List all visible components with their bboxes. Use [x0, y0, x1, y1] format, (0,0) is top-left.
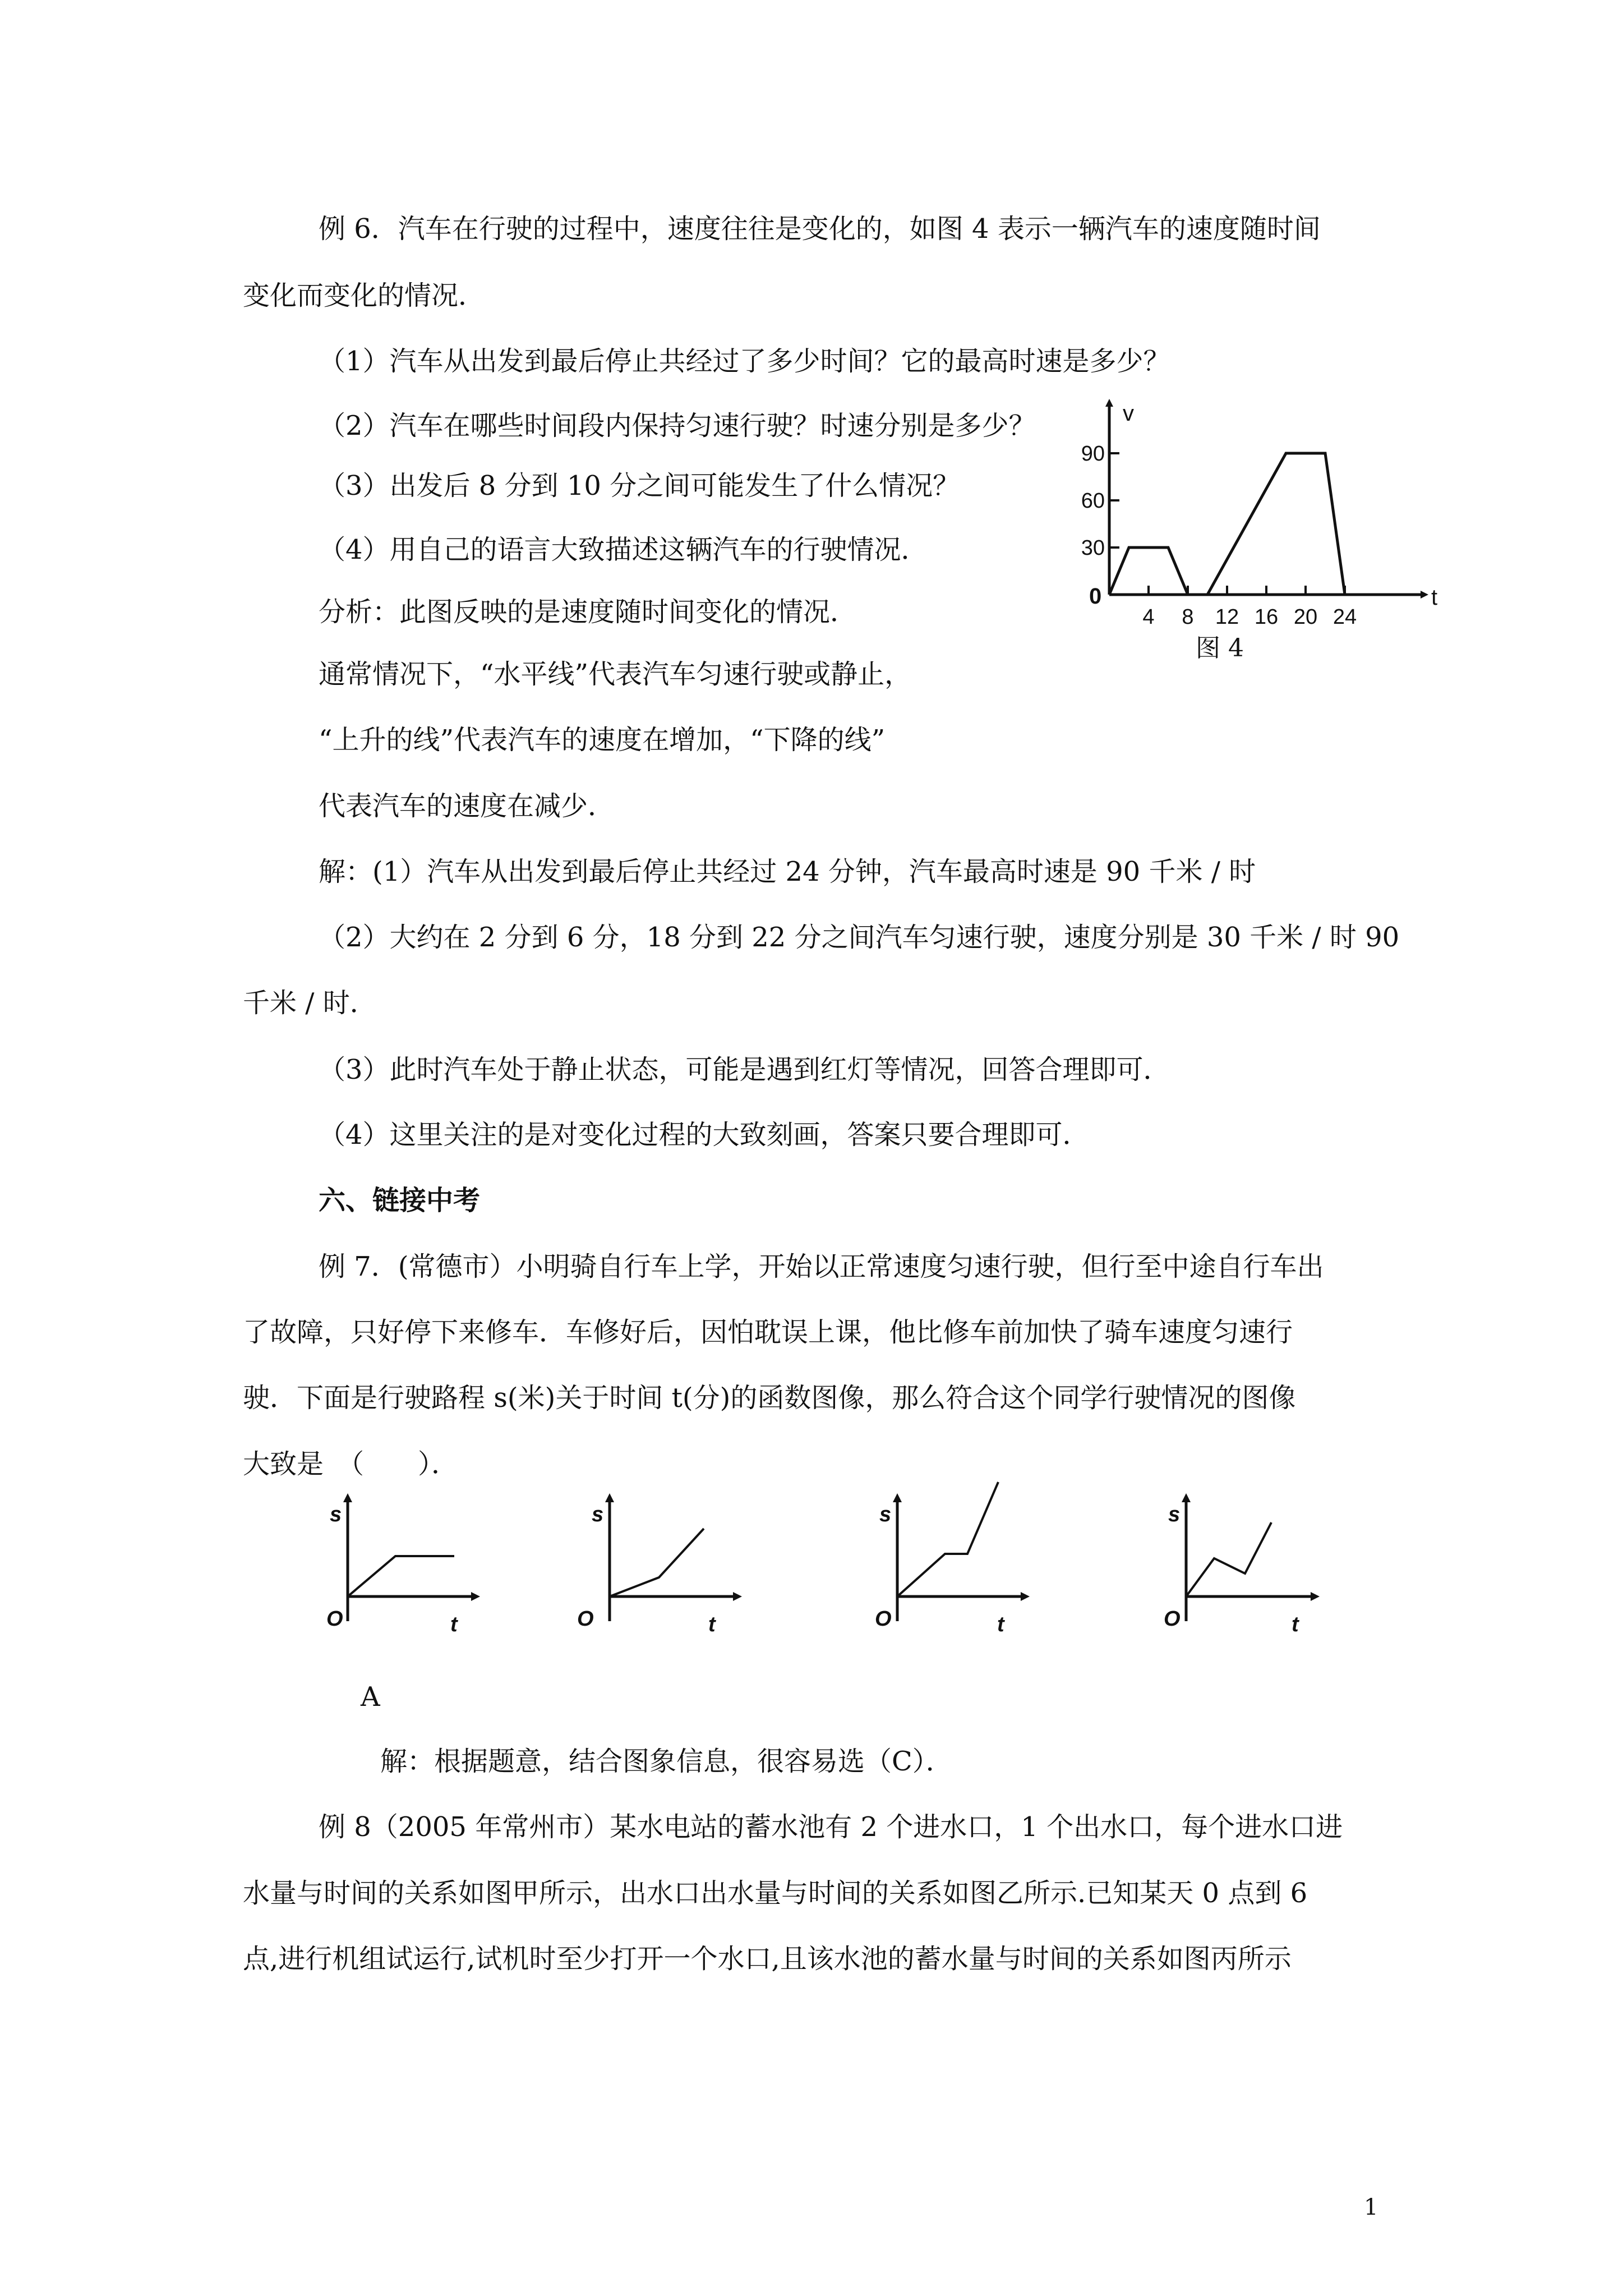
analysis-line1: 分析：此图反映的是速度随时间变化的情况． — [319, 596, 857, 628]
solution-2-line1: （2）大约在 2 分到 6 分，18 分到 22 分之间汽车匀速行驶，速度分别是 30 千米 / 时 90 — [319, 922, 1400, 953]
analysis-line3: “上升的线”代表汽车的速度在增加，“下降的线” — [319, 724, 886, 756]
example6-question-2: （2）汽车在哪些时间段内保持匀速行驶？时速分别是多少？ — [319, 410, 1036, 441]
figure4-y-tick-label-2: 90 — [1081, 442, 1105, 466]
figure4-x-tick-label-4: 20 — [1293, 605, 1318, 629]
example6-question-3: （3）出发后 8 分到 10 分之间可能发生了什么情况？ — [319, 470, 960, 501]
figure4-x-tick-label-2: 12 — [1215, 605, 1239, 629]
option-a-origin-label: O — [326, 1607, 343, 1631]
page-number: 1 — [1364, 2194, 1378, 2220]
figure4-speed-time-graph — [1066, 393, 1458, 684]
example6-question-1: （1）汽车从出发到最后停止共经过了多少时间？它的最高时速是多少？ — [319, 346, 1170, 377]
example6-question-4: （4）用自己的语言大致描述这辆汽车的行驶情况． — [319, 534, 928, 565]
figure4-caption: 图 4 — [1196, 634, 1244, 662]
option-c-line — [897, 1482, 998, 1596]
section6-heading: 六、链接中考 — [319, 1185, 481, 1216]
option-b-s-label: s — [592, 1503, 604, 1526]
figure4-speed-line — [1109, 453, 1345, 595]
example7-line1: 例 7．(常德市）小明骑自行车上学，开始以正常速度匀速行驶，但行至中途自行车出 — [319, 1251, 1324, 1282]
solution-2-line2: 千米 / 时． — [243, 987, 377, 1019]
option-c-s-label: s — [879, 1503, 892, 1526]
solution-1: 解：(1）汽车从出发到最后停止共经过 24 分钟，汽车最高时速是 90 千米 / 时 — [319, 856, 1256, 887]
solution-4: （4）这里关注的是对变化过程的大致刻画，答案只要合理即可． — [319, 1119, 1090, 1151]
figure4-x-tick-label-3: 16 — [1254, 605, 1279, 629]
option-graph-d — [1152, 1481, 1338, 1644]
example8-line3: 点,进行机组试运行,试机时至少打开一个水口,且该水池的蓄水量与时间的关系如图丙所示 — [243, 1943, 1292, 1975]
example8-line2: 水量与时间的关系如图甲所示，出水口出水量与时间的关系如图乙所示.已知某天 0 点到 6 — [243, 1878, 1308, 1909]
figure4-y-label: v — [1123, 401, 1134, 426]
example7-solution: 解：根据题意，结合图象信息，很容易选（C）． — [380, 1746, 953, 1777]
example6-intro-line2: 变化而变化的情况． — [243, 280, 486, 311]
figure4-x-tick-label-0: 4 — [1142, 605, 1155, 629]
example7-line3: 驶．下面是行驶路程 s(米)关于时间 t(分)的函数图像，那么符合这个同学行驶情况的图像 — [243, 1382, 1296, 1414]
option-b-line — [610, 1529, 704, 1596]
option-graph-a — [314, 1481, 499, 1644]
analysis-line4: 代表汽车的速度在减少． — [319, 790, 615, 822]
option-label-a: A — [361, 1681, 380, 1713]
example7-line2: 了故障，只好停下来修车．车修好后，因怕耽误上课，他比修车前加快了骑车速度匀速行 — [243, 1317, 1293, 1348]
option-graph-b — [569, 1481, 754, 1644]
example7-line4: 大致是 （ ）． — [243, 1448, 459, 1480]
example8-line1: 例 8（2005 年常州市）某水电站的蓄水池有 2 个进水口，1 个出水口，每个进水口进 — [319, 1811, 1343, 1843]
figure4-x-tick-label-1: 8 — [1182, 605, 1194, 629]
option-d-t-label: t — [1292, 1613, 1299, 1636]
option-c-t-label: t — [997, 1613, 1004, 1636]
option-c-origin-label: O — [875, 1607, 892, 1631]
option-d-s-label: s — [1168, 1503, 1181, 1526]
analysis-line2: 通常情况下，“水平线”代表汽车匀速行驶或静止， — [319, 659, 912, 690]
option-a-s-label: s — [330, 1503, 342, 1526]
example6-intro-line1: 例 6．汽车在行驶的过程中，速度往往是变化的，如图 4 表示一辆汽车的速度随时间 — [319, 213, 1321, 245]
option-d-origin-label: O — [1164, 1607, 1181, 1631]
option-a-t-label: t — [450, 1613, 458, 1636]
option-a-line — [348, 1556, 454, 1596]
figure4-y-tick-label-0: 30 — [1081, 536, 1105, 560]
option-d-line — [1186, 1522, 1271, 1596]
option-b-origin-label: O — [577, 1607, 594, 1631]
solution-3: （3）此时汽车处于静止状态，可能是遇到红灯等情况，回答合理即可． — [319, 1054, 1170, 1085]
figure4-y-tick-label-1: 60 — [1081, 489, 1105, 513]
figure4-x-label: t — [1431, 585, 1438, 610]
figure4-origin-label: 0 — [1089, 584, 1102, 609]
figure4-x-tick-label-5: 24 — [1332, 605, 1357, 629]
option-b-t-label: t — [708, 1613, 716, 1636]
option-graph-c — [864, 1470, 1049, 1644]
